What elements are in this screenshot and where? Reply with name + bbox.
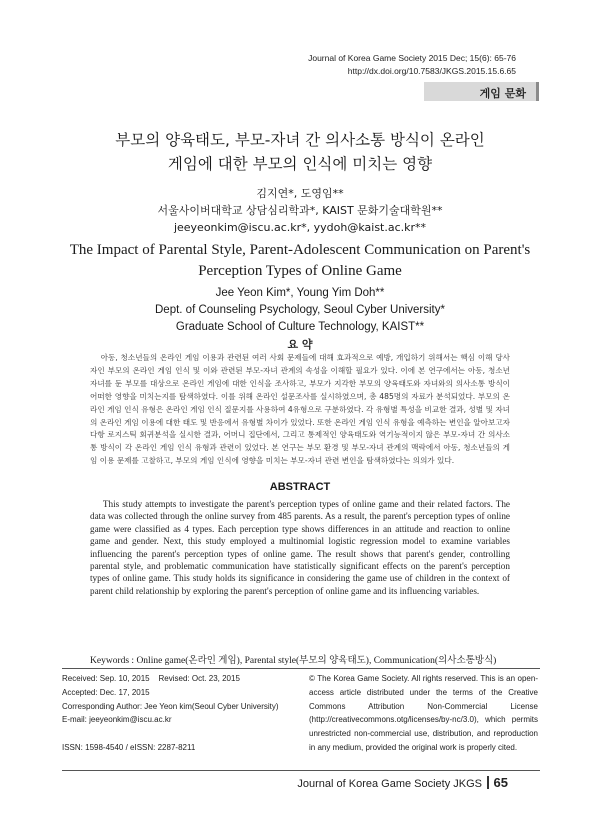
korean-author-emails: jeeyeonkim@iscu.ac.kr*, yydoh@kaist.ac.kr** [173,221,427,234]
copyright-notice: © The Korea Game Society. All rights reserved. This is an open-access article distributed under the terms of the Creative Commons Attribution Non-Commercial License (http://creativecommons.otg/licenses/by-nc/3.0), which permits unrestricted non-commercial use, distribution, and reproduction in any medium, provided the original work is properly cited. [309,674,538,752]
english-author-names: Jee Yeon Kim*, Young Yim Doh** [215,287,385,299]
category-badge [424,82,536,101]
received-revised-dates: Received: Sep. 10, 2015 Revised: Oct. 23, 2015 [62,674,240,683]
journal-citation: Journal of Korea Game Society 2015 Dec; 15(6): 65-76 [308,53,516,63]
korean-abstract-text: 아동, 청소년들의 온라인 게임 이용과 관련된 여러 사회 문제들에 대해 효과적으로 예방, 개입하기 위해서는 핵심 이해 당사자인 부모의 온라인 게임 인식 및 이와 관련된 부모-자녀 관계의 속성을 이해할 필요가 있다. 이에 본 연구에서는 아동, 청소년 자녀를 둔 부모를 대상으로 온라인 게임에 대한 인식을 조사하고, 부모가 지각한 부모의 양육태도와 자녀와의 의사소통 방식이 어떠한 영향을 미치는지를 탐색하였다. 이를 위해 온라인 설문조사를 실시하였으며, 총 485명의 자료가 분석되었다. 부모의 온라인 게임 인식 유형은 온라인 게임 인식 질문지를 사용하여 4유형으로 구분하였다. 각 유형별 특성을 비교한 결과, 성별 및 자녀의 온라인 게임 이용에 대한 태도 및 반응에서 유형별 차이가 있었다. 또한 온라인 게임 인식 유형을 예측하는 변인을 알아보고자 다항 로지스틱 회귀분석을 실시한 결과, 어머니 집단에서, 그리고 통제적인 양육태도와 역기능적이지 않은 부모-자녀 간 의사소통 방식이 각 온라인 게임 인식 유형과 관련이 있었다. 본 연구는 부모 환경 및 부모-자녀 관계의 맥락에서 아동, 청소년들의 게임 이용 문제를 고찰하고, 부모의 게임 인식에 영향을 미치는 부모-자녀 관련 변인을 탐색하였다는 의의가 있다. [90,353,510,466]
english-abstract-heading: ABSTRACT [269,481,331,493]
category-accent-bar [536,82,539,101]
issn: ISSN: 1598-4540 / eISSN: 2287-8211 [62,742,196,752]
article-metadata [62,672,279,755]
korean-author-affiliation: 서울사이버대학교 상담심리학과*, KAIST 문화기술대학원** [157,204,443,217]
korean-author-names: 김지연*, 도영임** [256,187,344,200]
english-title: The Impact of Parental Style, Parent-Adolescent Communication on Parent's Perception Types of Online Game [69,242,531,279]
page-footer [297,775,508,790]
footer-separator [487,776,489,789]
english-abstract-text: This study attempts to investigate the parent's perception types of online game and their related factors. The data was collected through the online survey from 485 parents. As a result, the parent's perception types of online game were classified as 4 types. Each perception type shows differences in an attitude and reaction to online game and gender. Next, this study employed a multinomial logistic regression model to examine variables influencing the parent's perception types of online game. The result shows that parent's gender, controlling parental style, and problematic communication have statistically significant effects on the parent's perception types of online game. This study holds its significance in considering the game use of children in the context of parent child relationship by exploring the parent's perception of online game and its influencing variables. [90,499,510,596]
korean-title-line-1: 부모의 양육태도, 부모-자녀 간 의사소통 방식이 온라인 [115,131,485,149]
keywords: Keywords : Online game(온라인 게임), Parental style(부모의 양육태도), Communication(의사소통방식) [90,656,497,666]
korean-title-line-2: 게임에 대한 부모의 인식에 미치는 영향 [167,155,433,173]
category-label: 게임 문화 [479,87,526,100]
english-author-affiliation-1: Dept. of Counseling Psychology, Seoul Cyber University* [155,304,445,316]
divider-bottom [62,770,540,771]
english-author-affiliation-2: Graduate School of Culture Technology, KAIST** [175,321,425,333]
divider-top [62,668,540,669]
footer-journal-name: Journal of Korea Game Society JKGS [297,778,483,790]
journal-reference [308,52,516,78]
page-number: 65 [493,775,508,790]
accepted-date: Accepted: Dec. 17, 2015 [62,687,150,697]
author-email: E-mail: jeeyeonkim@iscu.ac.kr [62,715,172,725]
corresponding-author: Corresponding Author: Jee Yeon kim(Seoul Cyber University) [62,701,279,711]
korean-abstract-heading: 요 약 [287,338,313,351]
doi-link[interactable]: http://dx.doi.org/10.7583/JKGS.2015.15.6.65 [347,66,516,76]
